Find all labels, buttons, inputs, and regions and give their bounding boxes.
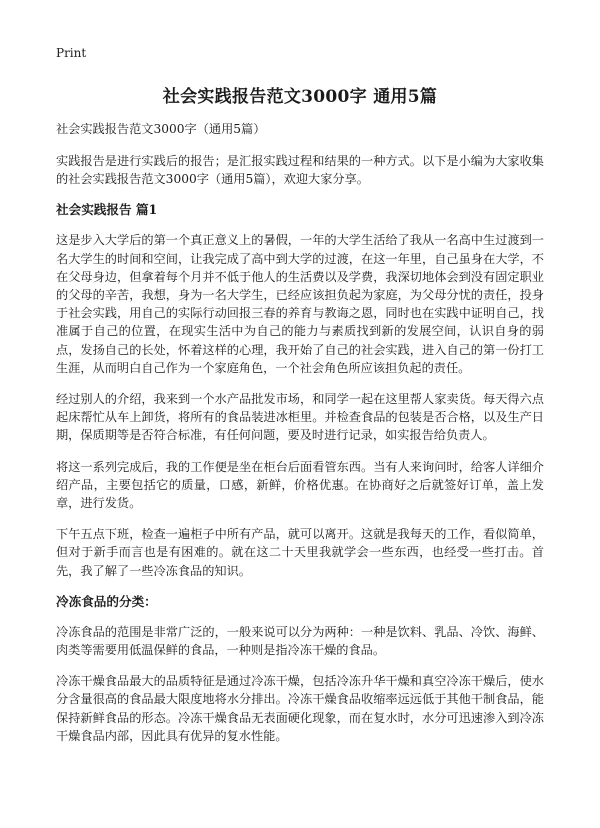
print-link[interactable]: Print [56,46,87,60]
article-subtitle: 社会实践报告范文3000字（通用5篇） [56,122,266,136]
section2-paragraph: 冷冻干燥食品最大的品质特征是通过冷冻干燥，包括冷冻升华干燥和真空冷冻干燥后，使水分含量很高的食品最大限度地将水分排出。冷冻干燥食品收缩率远远低于其他干制食品，能保持新鲜食品的形态。冷冻干燥食品无表面硬化现象，而在复水时，水分可迅速渗入到冷冻干燥食品内部，因此具有优异的复水性能。 [56,674,544,743]
section1-paragraph: 将这一系列完成后，我的工作便是坐在柜台后面看管东西。当有人来询问时，给客人详细介绍产品，主要包括它的质量，口感，新鲜，价格优惠。在协商好之后就签好订单，盖上发章，进行发货。 [56,459,544,511]
section-heading-2: 冷冻食品的分类： [56,593,157,609]
intro-paragraph: 实践报告是进行实践后的报告；是汇报实践过程和结果的一种方式。以下是小编为大家收集的社会实践报告范文3000字（通用5篇），欢迎大家分享。 [56,154,544,187]
section-heading-1: 社会实践报告 篇1 [56,202,158,218]
section1-paragraph: 下午五点下班，检查一遍柜子中所有产品，就可以离开。这就是我每天的工作，看似简单，但对于新手而言也是有困难的。就在这二十天里我就学会一些东西，也经受一些打击。首先，我了解了一些冷冻食品的知识。 [56,527,544,578]
section1-paragraph: 经过别人的介绍，我来到一个水产品批发市场，和同学一起在这里帮人家卖货。每天得六点起床帮忙从车上卸货，将所有的食品装进冰柜里。并检查食品的包装是否合格，以及生产日期，保质期等是否符合标准，有任何问题，要及时进行记录，如实报告给负责人。 [56,392,544,443]
section2-paragraph: 冷冻食品的范围是非常广泛的，一般来说可以分为两种：一种是饮料、乳品、冷饮、海鲜、肉类等需要用低温保鲜的食品，一种则是指冷冻干燥的食品。 [56,624,544,658]
article-body [56,120,544,758]
section1-paragraph: 这是步入大学后的第一个真正意义上的暑假，一年的大学生活给了我从一名高中生过渡到一名大学生的时间和空间，让我完成了高中到大学的过渡，在这一年里，自己虽身在大学，不在父母身边，但拿着每个月并不低于他人的生活费以及学费，我深切地体会到没有固定职业的父母的辛苦，我想，身为一名大学生，已经应该担负起为家庭，为父母分忧的责任，投身于社会实践，用自己的实际行动回报三春的养育与教诲之恩，同时也在实践中证明自己，找准属于自己的位置，在现实生活中为自己的能力与素质找到新的发展空间，认识自身的弱点，发扬自己的长处，怀着这样的心理，我开始了自己的社会实践，进入自己的第一份打工生涯，从而明白自己作为一个家庭角色，一个社会角色所应该担负起的责任。 [56,233,544,375]
page-title: 社会实践报告范文3000字 通用5篇 [162,87,438,107]
